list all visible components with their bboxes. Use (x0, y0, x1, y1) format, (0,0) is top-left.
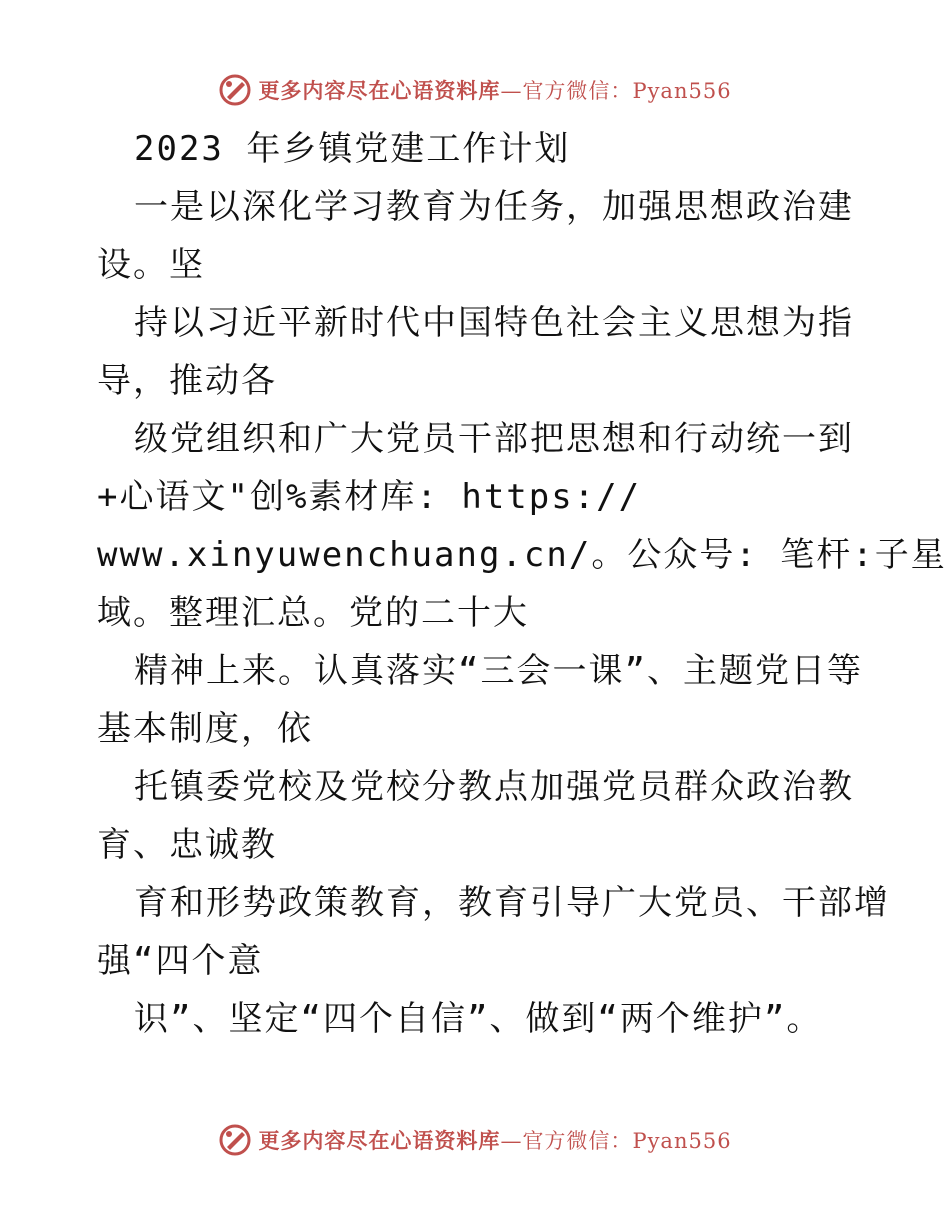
text-line: 识”、坚定“四个自信”、做到“两个维护”。 (134, 999, 823, 1039)
document-title: 2023 年乡镇党建工作计划 (134, 129, 571, 169)
text-line: 级党组织和广大党员干部把思想和行动统一到 (134, 419, 854, 459)
text-line: 育和形势政策教育，教育引导广大党员、干部增 (134, 883, 890, 923)
text-line: 一是以深化学习教育为任务，加强思想政治建 (134, 187, 854, 227)
text-line: 持以习近平新时代中国特色社会主义思想为指 (134, 303, 854, 343)
text-line: www.xinyuwenchuang.cn/。公众号: 笔杆:子星 (97, 535, 947, 575)
text-line: 强“四个意 (97, 941, 264, 981)
header-banner-text: 更多内容尽在心语资料库—官方微信：Pyan556 (258, 78, 732, 103)
brand-logo-icon (218, 73, 252, 107)
text-line: 域。整理汇总。党的二十大 (97, 593, 529, 633)
text-line: 精神上来。认真落实“三会一课”、主题党日等 (134, 651, 863, 691)
footer-banner-text: 更多内容尽在心语资料库—官方微信：Pyan556 (258, 1128, 732, 1153)
footer-banner (0, 1120, 950, 1160)
text-line: 育、忠诚教 (97, 825, 277, 865)
text-line: 设。坚 (97, 245, 205, 285)
text-line: 托镇委党校及党校分教点加强党员群众政治教 (134, 767, 854, 807)
text-line: 导，推动各 (97, 361, 277, 401)
text-line: 基本制度，依 (97, 709, 313, 749)
header-banner (0, 70, 950, 110)
brand-logo-icon (218, 1123, 252, 1157)
text-line: +心语文"创%素材库: https:// (97, 477, 642, 517)
